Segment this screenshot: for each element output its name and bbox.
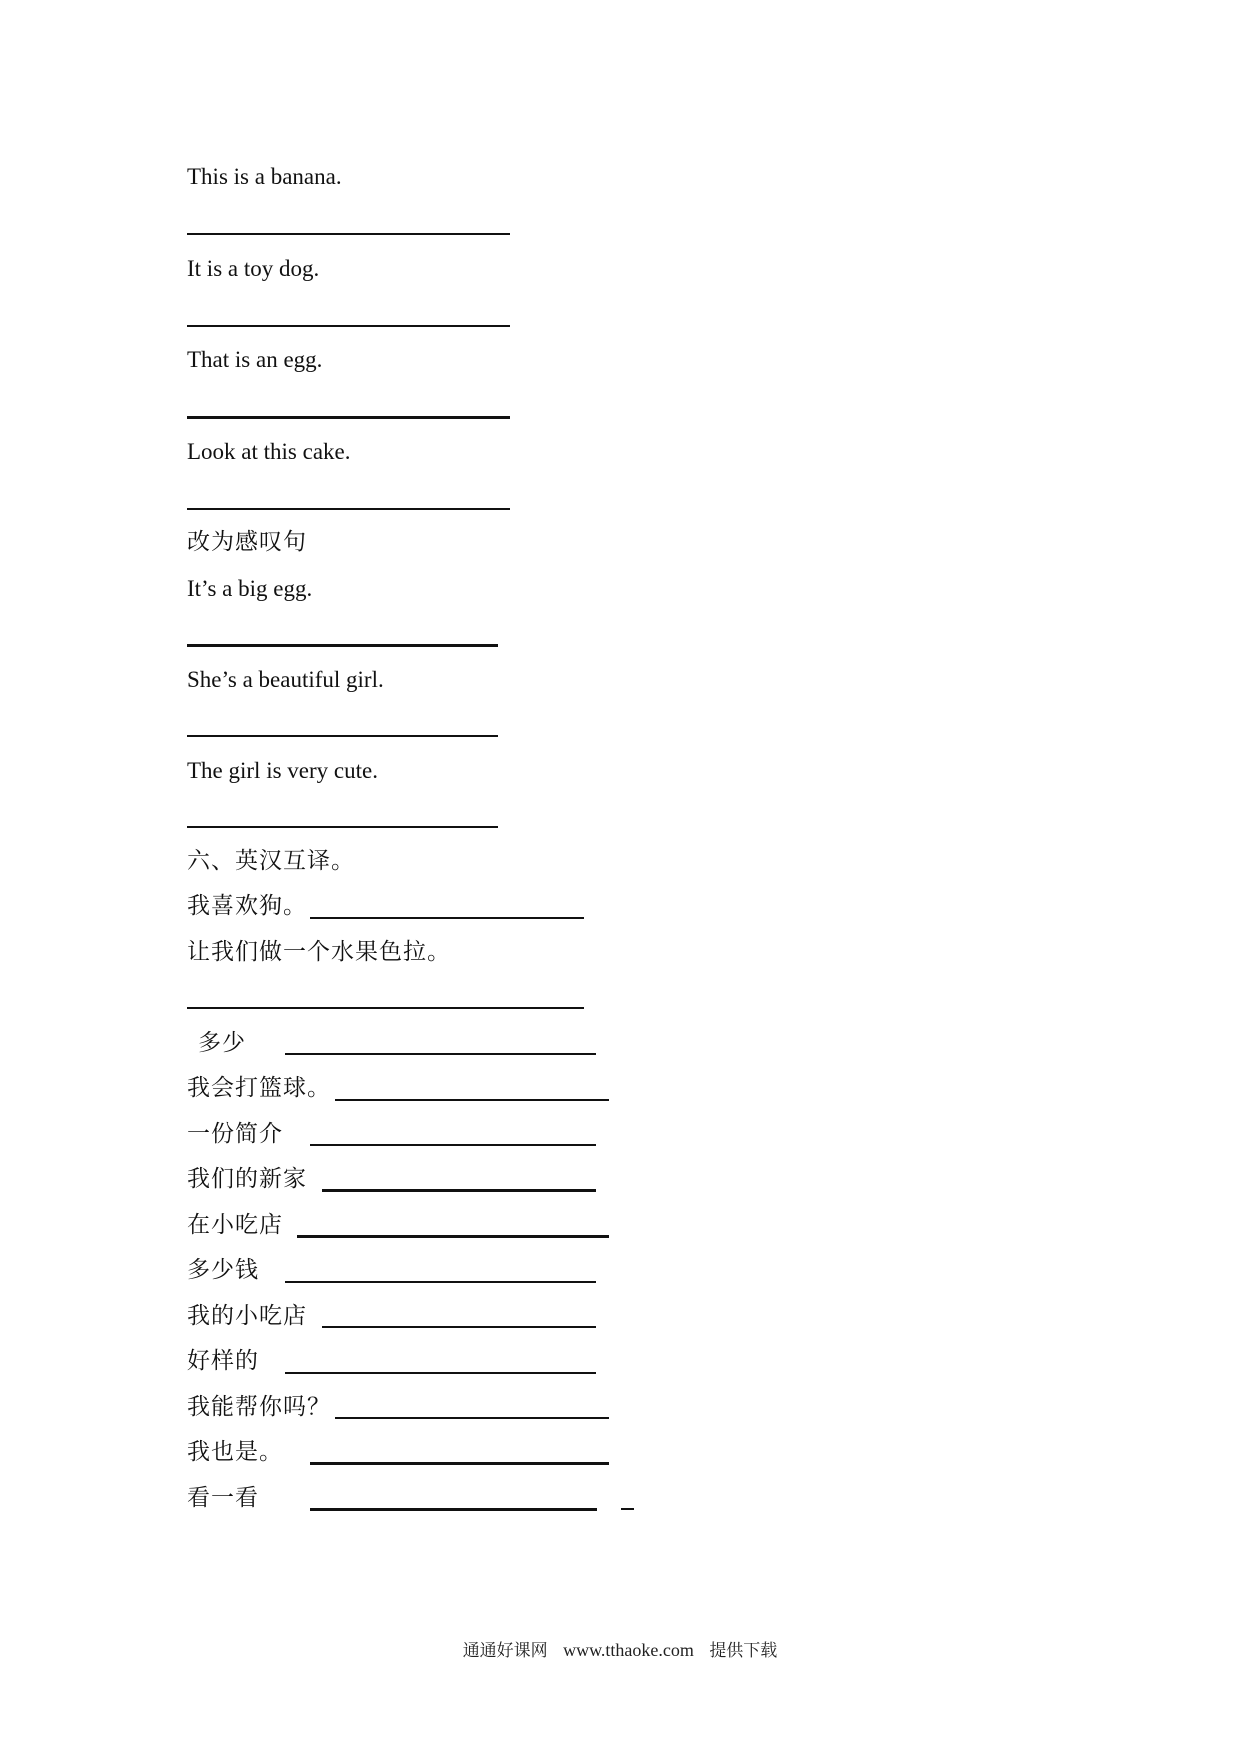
translate-item-1: 我喜欢狗。 — [187, 893, 307, 919]
footer-url[interactable]: www.tthaoke.com — [563, 1640, 694, 1660]
translate-item-10: 好样的 — [187, 1348, 259, 1374]
exclaim-answer-line-1[interactable] — [187, 644, 498, 647]
translate-line-5[interactable] — [310, 1144, 596, 1146]
translate-item-9: 我的小吃店 — [187, 1303, 307, 1329]
answer-line-1[interactable] — [187, 233, 510, 235]
translate-line-3[interactable] — [285, 1053, 596, 1055]
exclaim-instruction: 改为感叹句 — [187, 529, 307, 555]
translate-line-2[interactable] — [187, 1007, 584, 1009]
translate-line-13[interactable] — [310, 1508, 597, 1511]
translate-item-13: 看一看 — [187, 1485, 259, 1511]
exclaim-sentence-3: The girl is very cute. — [187, 758, 378, 783]
translate-item-11: 我能帮你吗？ — [187, 1394, 331, 1420]
translate-item-2: 让我们做一个水果色拉。 — [187, 939, 451, 965]
translate-line-12[interactable] — [310, 1462, 609, 1465]
answer-line-4[interactable] — [187, 508, 510, 510]
translate-line-1[interactable] — [310, 917, 584, 919]
translate-item-12: 我也是。 — [187, 1439, 283, 1465]
exclaim-answer-line-2[interactable] — [187, 735, 498, 737]
translate-item-3: 多少 — [198, 1030, 246, 1056]
translate-item-4: 我会打篮球。 — [187, 1075, 331, 1101]
sentence-2: It is a toy dog. — [187, 256, 320, 281]
sentence-4: Look at this cake. — [187, 439, 351, 464]
translate-line-6[interactable] — [322, 1189, 596, 1192]
section6-title: 六、英汉互译。 — [187, 848, 355, 874]
answer-line-3[interactable] — [187, 416, 510, 419]
translate-line-7[interactable] — [297, 1235, 609, 1238]
translate-line-10[interactable] — [285, 1372, 596, 1374]
translate-item-8: 多少钱 — [187, 1257, 259, 1283]
exclaim-answer-line-3[interactable] — [187, 826, 498, 828]
trailing-underscore — [621, 1508, 634, 1510]
page-footer — [0, 1636, 1240, 1661]
translate-item-5: 一份简介 — [187, 1121, 283, 1147]
translate-line-8[interactable] — [285, 1281, 596, 1283]
exclaim-sentence-2: She’s a beautiful girl. — [187, 667, 384, 692]
footer-suffix: 提供下载 — [709, 1641, 778, 1661]
translate-line-4[interactable] — [335, 1099, 609, 1101]
footer-site-name: 通通好课网 — [462, 1641, 548, 1661]
translate-item-6: 我们的新家 — [187, 1166, 307, 1192]
translate-line-9[interactable] — [322, 1326, 596, 1328]
translate-item-7: 在小吃店 — [187, 1212, 283, 1238]
exclaim-sentence-1: It’s a big egg. — [187, 576, 313, 601]
answer-line-2[interactable] — [187, 325, 510, 327]
sentence-3: That is an egg. — [187, 347, 323, 372]
sentence-1: This is a banana. — [187, 164, 342, 189]
translate-line-11[interactable] — [335, 1417, 609, 1419]
